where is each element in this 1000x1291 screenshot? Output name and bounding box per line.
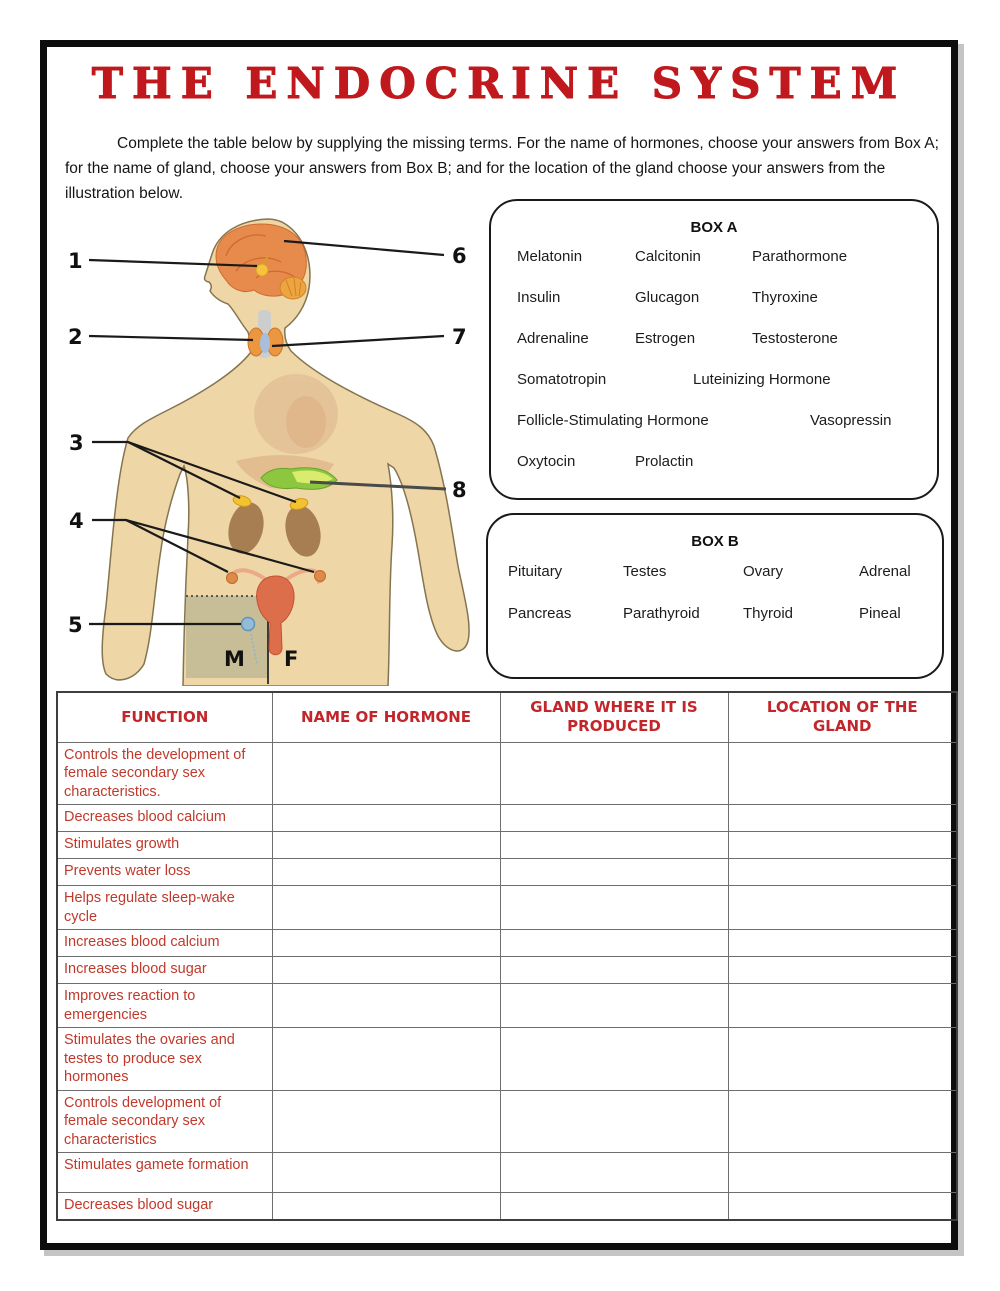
table-row <box>57 805 957 832</box>
gland-word: Ovary <box>743 562 784 580</box>
answer-cell-hormone[interactable] <box>272 886 500 930</box>
gland-word: Adrenal <box>859 562 911 580</box>
hormone-word: Estrogen <box>635 330 696 347</box>
gland-word: Pancreas <box>508 604 572 622</box>
answer-cell-hormone[interactable] <box>272 832 500 859</box>
label-5: 5 <box>68 613 83 637</box>
box-b-row <box>488 550 942 592</box>
pancreas <box>261 468 337 490</box>
answer-cell-hormone[interactable] <box>272 805 500 832</box>
function-cell: Controls the development of female secondary sex characteristics. <box>57 742 272 805</box>
hormone-word: Vasopressin <box>810 412 892 429</box>
answer-cell-location[interactable] <box>728 742 957 805</box>
table-row <box>57 832 957 859</box>
box-b <box>486 513 944 679</box>
ovary-left <box>227 573 238 584</box>
answer-cell-hormone[interactable] <box>272 1028 500 1091</box>
answer-cell-gland[interactable] <box>500 930 728 957</box>
function-cell: Stimulates growth <box>57 832 272 859</box>
table-row <box>57 1153 957 1193</box>
answer-cell-location[interactable] <box>728 1153 957 1193</box>
answer-cell-gland[interactable] <box>500 1153 728 1193</box>
hormone-word: Melatonin <box>517 248 583 265</box>
answer-cell-hormone[interactable] <box>272 984 500 1028</box>
answer-cell-location[interactable] <box>728 832 957 859</box>
female-label: F <box>284 647 299 671</box>
column-header-gland: GLAND WHERE IT IS PRODUCED <box>500 692 728 742</box>
answer-table <box>56 691 958 1221</box>
table-row <box>57 984 957 1028</box>
hormone-word: Calcitonin <box>635 248 701 265</box>
label-3: 3 <box>69 431 84 455</box>
body-illustration <box>56 216 476 686</box>
page-title: THE ENDOCRINE SYSTEM <box>91 59 907 108</box>
function-cell: Controls development of female secondary sex characteristics <box>57 1090 272 1153</box>
table-row <box>57 886 957 930</box>
box-a <box>489 199 939 500</box>
hormone-word: Prolactin <box>635 453 694 470</box>
instructions-text: Complete the table below by supplying the missing terms. For the name of hormones, choose your answers from Box A; for the name of gland, choose your answers from Box B; and for the location of the gland choose your answers from the illustration below. <box>65 135 939 202</box>
box-a-row <box>491 318 937 359</box>
answer-cell-location[interactable] <box>728 930 957 957</box>
answer-cell-gland[interactable] <box>500 1028 728 1091</box>
function-cell: Helps regulate sleep-wake cycle <box>57 886 272 930</box>
hormone-word: Oxytocin <box>517 453 576 470</box>
hormone-word: Parathormone <box>752 248 848 265</box>
box-a-row <box>491 400 937 441</box>
gland-word: Pituitary <box>508 562 563 580</box>
hormone-word: Adrenaline <box>517 330 589 347</box>
function-cell: Improves reaction to emergencies <box>57 984 272 1028</box>
box-a-row <box>491 441 937 482</box>
column-header-hormone: NAME OF HORMONE <box>272 692 500 742</box>
header-row <box>57 692 957 742</box>
hormone-word: Thyroxine <box>752 289 818 306</box>
label-1: 1 <box>68 249 83 273</box>
answer-cell-gland[interactable] <box>500 957 728 984</box>
answer-cell-gland[interactable] <box>500 886 728 930</box>
label-2: 2 <box>68 325 83 349</box>
parathyroid-gland <box>260 333 270 353</box>
answer-cell-gland[interactable] <box>500 1090 728 1153</box>
answer-cell-location[interactable] <box>728 805 957 832</box>
answer-cell-location[interactable] <box>728 1193 957 1220</box>
answer-cell-hormone[interactable] <box>272 1090 500 1153</box>
table-row <box>57 1028 957 1091</box>
function-cell: Increases blood calcium <box>57 930 272 957</box>
answer-cell-gland[interactable] <box>500 805 728 832</box>
hormone-word: Insulin <box>517 289 561 306</box>
answer-cell-location[interactable] <box>728 886 957 930</box>
answer-cell-location[interactable] <box>728 1028 957 1091</box>
box-a-row <box>491 236 937 277</box>
column-header-location: LOCATION OF THE GLAND <box>728 692 957 742</box>
hormone-word: Somatotropin <box>517 371 607 388</box>
box-b-title: BOX B <box>691 533 739 550</box>
hormone-word: Luteinizing Hormone <box>693 371 831 388</box>
gland-word: Thyroid <box>743 604 794 622</box>
hormone-word: Testosterone <box>752 330 838 347</box>
hormone-word: Glucagon <box>635 289 700 306</box>
answer-cell-location[interactable] <box>728 1090 957 1153</box>
gland-word: Parathyroid <box>623 604 700 622</box>
table-row <box>57 742 957 805</box>
function-cell: Decreases blood sugar <box>57 1193 272 1220</box>
table-row <box>57 957 957 984</box>
human-body-figure <box>56 216 476 686</box>
ovary-right <box>315 571 326 582</box>
answer-cell-gland[interactable] <box>500 859 728 886</box>
answer-cell-location[interactable] <box>728 957 957 984</box>
label-4: 4 <box>69 509 84 533</box>
male-label: M <box>224 647 245 671</box>
function-cell: Stimulates the ovaries and testes to produce sex hormones <box>57 1028 272 1091</box>
answer-cell-location[interactable] <box>728 984 957 1028</box>
box-a-row <box>491 359 937 400</box>
answer-cell-location[interactable] <box>728 859 957 886</box>
gland-word: Pineal <box>859 604 901 622</box>
cerebellum <box>280 277 306 299</box>
table-row <box>57 859 957 886</box>
answer-cell-hormone[interactable] <box>272 859 500 886</box>
hormone-word: Follicle-Stimulating Hormone <box>517 412 709 429</box>
answer-cell-hormone[interactable] <box>272 930 500 957</box>
table-row <box>57 1090 957 1153</box>
table-row <box>57 1193 957 1220</box>
table-row <box>57 930 957 957</box>
answer-cell-hormone[interactable] <box>272 1193 500 1220</box>
answer-cell-hormone[interactable] <box>272 742 500 805</box>
function-cell: Increases blood sugar <box>57 957 272 984</box>
answer-cell-hormone[interactable] <box>272 957 500 984</box>
answer-cell-hormone[interactable] <box>272 1153 500 1193</box>
gland-word: Testes <box>623 562 667 580</box>
label-8: 8 <box>452 478 467 502</box>
worksheet-page <box>40 40 958 1250</box>
label-7: 7 <box>452 325 467 349</box>
answer-cell-gland[interactable] <box>500 1193 728 1220</box>
column-header-function: FUNCTION <box>57 692 272 742</box>
function-cell: Prevents water loss <box>57 859 272 886</box>
label-6: 6 <box>452 244 467 268</box>
box-a-title: BOX A <box>690 219 738 236</box>
answer-cell-gland[interactable] <box>500 742 728 805</box>
box-b-row <box>488 592 942 634</box>
answer-cell-gland[interactable] <box>500 832 728 859</box>
answer-cell-gland[interactable] <box>500 984 728 1028</box>
function-cell: Decreases blood calcium <box>57 805 272 832</box>
box-a-row <box>491 277 937 318</box>
function-cell: Stimulates gamete formation <box>57 1153 272 1193</box>
